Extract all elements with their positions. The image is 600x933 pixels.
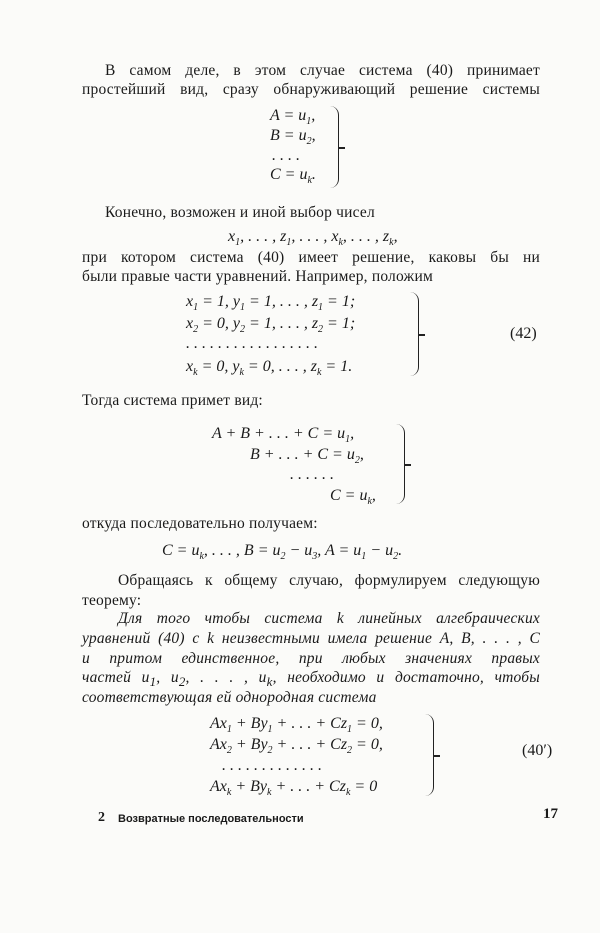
equation-label: (42) [510, 325, 537, 342]
equation-line: $C = u_k$. [270, 166, 316, 187]
equation-line: $C = u_k$, [330, 487, 376, 508]
theorem-line: уравнений (40) с k неизвестными имела решение A, B, . . . , C [82, 630, 540, 647]
equation-label: (40′) [522, 742, 553, 759]
page-number: 17 [543, 806, 558, 822]
equation-line: $x_2 = 0$, $y_2 = 1$, . . . , $z_2 = 1$; [186, 315, 356, 336]
paragraph-line: теорему: [82, 592, 142, 609]
chapter-number: 2 [98, 810, 105, 825]
equation-line: $Ax_2 + By_2$ + . . . + $Cz_2 = 0$, [210, 736, 383, 757]
equation-line: $C = u_k$, . . . , $B = u_2 - u_3$, $A = u_1 - u_2$. [162, 542, 403, 563]
theorem-line: соответствующая ей однородная система [82, 689, 377, 706]
paragraph-line: при котором система (40) имеет решение, каковы бы ни [82, 249, 540, 266]
theorem-line: Для того чтобы система k линейных алгебраических [118, 610, 540, 627]
equation-line: . . . . [272, 147, 300, 164]
brace [425, 714, 434, 796]
equation-line: . . . . . . [290, 466, 334, 483]
equation-line: $Ax_1 + By_1$ + . . . + $Cz_1 = 0$, [210, 715, 383, 736]
paragraph-line: простейший вид, сразу обнаруживающий решение системы [82, 81, 540, 98]
paragraph-line: Конечно, возможен и иной выбор чисел [105, 204, 375, 221]
equation-line: $x_1$, . . . , $z_1$, . . . , $x_k$, . . . , $z_k$, [228, 228, 398, 249]
brace [396, 424, 405, 504]
paragraph-line: В самом деле, в этом случае система (40) принимает [105, 62, 540, 79]
equation-line: $x_1 = 1$, $y_1 = 1$, . . . , $z_1 = 1$; [186, 293, 356, 314]
equation-line: B + . . . + $C = u_2$, [250, 446, 364, 467]
equation-line: . . . . . . . . . . . . . [222, 757, 322, 774]
theorem-line: частей $u_1$, $u_2$, . . . , $u_k$, необходимо и достаточно, чтобы [82, 669, 540, 690]
paragraph-line: откуда последовательно получаем: [82, 515, 318, 532]
equation-line: A + B + . . . + $C = u_1$, [212, 425, 355, 446]
paragraph-line: Обращаясь к общему случаю, формулируем следующую [118, 572, 540, 589]
equation-line: . . . . . . . . . . . . . . . . . [186, 335, 318, 352]
brace [410, 292, 419, 376]
theorem-line: и притом единственное, при любых значениях правых [82, 650, 540, 667]
equation-line: $x_k = 0$, $y_k = 0$, . . . , $z_k = 1$. [186, 358, 353, 379]
chapter-title: Возвратные последовательности [118, 813, 304, 825]
paragraph-line: были правые части уравнений. Например, положим [82, 268, 433, 285]
paragraph-line: Тогда система примет вид: [82, 392, 263, 409]
brace [330, 106, 339, 188]
equation-line: $B = u_2$, [270, 127, 316, 148]
equation-line: $Ax_k + By_k$ + . . . + $Cz_k = 0$ [210, 778, 378, 799]
equation-line: $A = u_1$, [270, 107, 316, 128]
